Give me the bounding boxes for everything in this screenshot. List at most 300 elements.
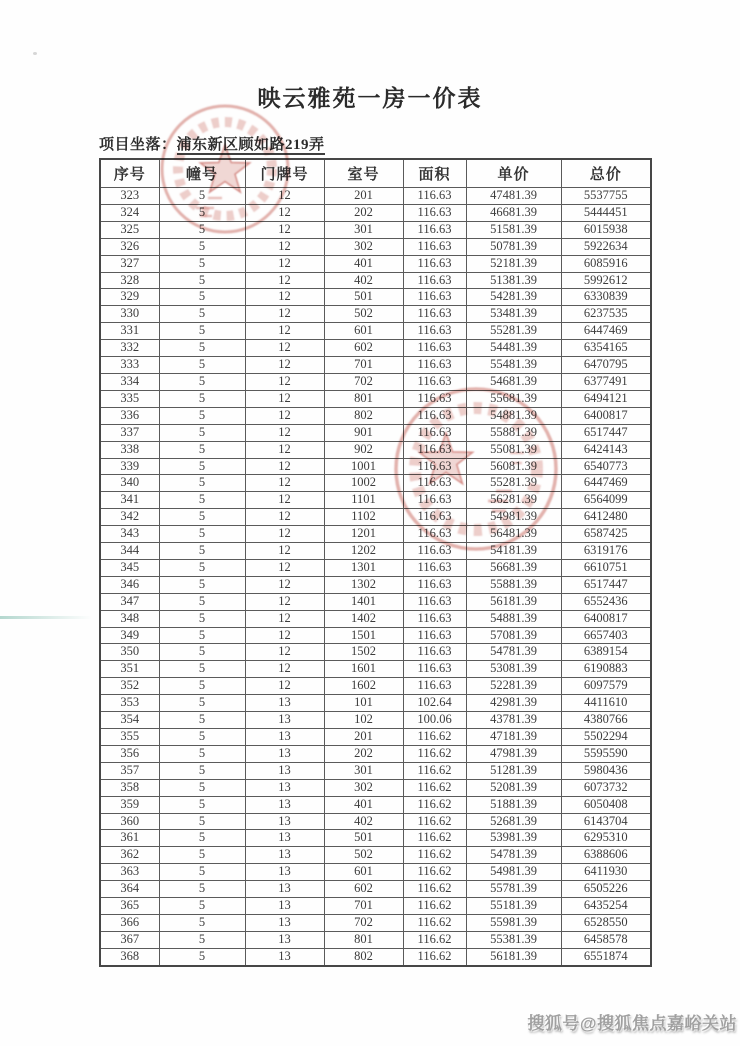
table-row: [100, 931, 651, 948]
table-row: [100, 255, 651, 272]
table-cell: 116.63: [403, 255, 466, 272]
table-cell: 1502: [324, 644, 403, 661]
table-cell: 55081.39: [466, 441, 561, 458]
table-cell: 13: [245, 948, 324, 965]
table-cell: 339: [100, 458, 159, 475]
table-cell: 333: [100, 357, 159, 374]
table-cell: 701: [324, 898, 403, 915]
table-cell: 6377491: [561, 373, 651, 390]
table-cell: 6552436: [561, 593, 651, 610]
table-cell: 102: [324, 712, 403, 729]
table-cell: 5: [159, 475, 245, 492]
table-row: [100, 847, 651, 864]
table-cell: 54981.39: [466, 864, 561, 881]
table-cell: 116.63: [403, 627, 466, 644]
table-cell: 6015938: [561, 221, 651, 238]
table-row: [100, 188, 651, 205]
table-row: [100, 644, 651, 661]
table-cell: 54781.39: [466, 644, 561, 661]
table-cell: 5: [159, 238, 245, 255]
table-cell: 12: [245, 593, 324, 610]
table-cell: 12: [245, 492, 324, 509]
table-cell: 343: [100, 526, 159, 543]
table-cell: 6295310: [561, 830, 651, 847]
table-cell: 55281.39: [466, 323, 561, 340]
table-cell: 55781.39: [466, 881, 561, 898]
table-cell: 116.63: [403, 407, 466, 424]
table-cell: 5: [159, 576, 245, 593]
table-cell: 54881.39: [466, 407, 561, 424]
table-cell: 13: [245, 796, 324, 813]
table-row: [100, 238, 651, 255]
table-cell: 12: [245, 255, 324, 272]
table-cell: 12: [245, 543, 324, 560]
table-cell: 5: [159, 357, 245, 374]
table-cell: 336: [100, 407, 159, 424]
table-row: [100, 898, 651, 915]
table-cell: 13: [245, 830, 324, 847]
table-row: [100, 881, 651, 898]
table-cell: 5: [159, 272, 245, 289]
table-cell: 6085916: [561, 255, 651, 272]
table-row: [100, 745, 651, 762]
table-row: [100, 729, 651, 746]
table-cell: 55681.39: [466, 390, 561, 407]
table-cell: 12: [245, 289, 324, 306]
table-cell: 116.63: [403, 289, 466, 306]
table-cell: 360: [100, 813, 159, 830]
table-cell: 5: [159, 661, 245, 678]
table-cell: 12: [245, 306, 324, 323]
table-cell: 12: [245, 441, 324, 458]
table-cell: 13: [245, 745, 324, 762]
table-cell: 47981.39: [466, 745, 561, 762]
table-cell: 6505226: [561, 881, 651, 898]
table-cell: 349: [100, 627, 159, 644]
table-cell: 13: [245, 914, 324, 931]
table-cell: 5: [159, 796, 245, 813]
table-cell: 13: [245, 813, 324, 830]
table-cell: 116.62: [403, 762, 466, 779]
table-cell: 352: [100, 678, 159, 695]
table-cell: 357: [100, 762, 159, 779]
table-cell: 6551874: [561, 948, 651, 965]
table-cell: 47181.39: [466, 729, 561, 746]
table-row: [100, 593, 651, 610]
table-cell: 354: [100, 712, 159, 729]
table-cell: 13: [245, 864, 324, 881]
table-cell: 54681.39: [466, 373, 561, 390]
table-cell: 54881.39: [466, 610, 561, 627]
table-cell: 5: [159, 593, 245, 610]
table-cell: 332: [100, 340, 159, 357]
table-cell: 5: [159, 543, 245, 560]
table-cell: 13: [245, 847, 324, 864]
table-cell: 1601: [324, 661, 403, 678]
table-cell: 6564099: [561, 492, 651, 509]
table-cell: 363: [100, 864, 159, 881]
table-row: [100, 407, 651, 424]
table-row: [100, 340, 651, 357]
table-cell: 802: [324, 407, 403, 424]
table-row: [100, 458, 651, 475]
table-cell: 51281.39: [466, 762, 561, 779]
table-row: [100, 610, 651, 627]
table-cell: 13: [245, 695, 324, 712]
table-cell: 368: [100, 948, 159, 965]
table-cell: 55881.39: [466, 576, 561, 593]
table-row: [100, 323, 651, 340]
table-row: [100, 678, 651, 695]
table-cell: 335: [100, 390, 159, 407]
table-cell: 116.63: [403, 475, 466, 492]
project-location-line: [99, 133, 325, 154]
table-cell: 702: [324, 373, 403, 390]
table-cell: 345: [100, 559, 159, 576]
table-row: [100, 221, 651, 238]
table-row: [100, 441, 651, 458]
table-cell: 116.62: [403, 729, 466, 746]
table-cell: 324: [100, 204, 159, 221]
table-cell: 43781.39: [466, 712, 561, 729]
table-cell: 5: [159, 712, 245, 729]
table-cell: 116.62: [403, 830, 466, 847]
table-cell: 116.63: [403, 424, 466, 441]
table-cell: 12: [245, 373, 324, 390]
table-cell: 1401: [324, 593, 403, 610]
header-area: 面积: [403, 159, 466, 188]
header-unit-price: 单价: [466, 159, 561, 188]
table-cell: 501: [324, 830, 403, 847]
table-cell: 12: [245, 610, 324, 627]
table-cell: 5537755: [561, 188, 651, 205]
table-cell: 42981.39: [466, 695, 561, 712]
table-cell: 353: [100, 695, 159, 712]
table-cell: 46681.39: [466, 204, 561, 221]
table-cell: 55481.39: [466, 357, 561, 374]
table-cell: 801: [324, 390, 403, 407]
table-cell: 6400817: [561, 610, 651, 627]
table-cell: 51881.39: [466, 796, 561, 813]
table-cell: 1501: [324, 627, 403, 644]
table-cell: 116.62: [403, 898, 466, 915]
table-cell: 6494121: [561, 390, 651, 407]
table-cell: 116.63: [403, 373, 466, 390]
table-cell: 116.62: [403, 779, 466, 796]
table-cell: 13: [245, 712, 324, 729]
table-cell: 402: [324, 813, 403, 830]
table-cell: 5: [159, 847, 245, 864]
table-cell: 347: [100, 593, 159, 610]
table-cell: 51581.39: [466, 221, 561, 238]
table-cell: 12: [245, 627, 324, 644]
table-cell: 5: [159, 373, 245, 390]
table-cell: 5: [159, 627, 245, 644]
table-cell: 5: [159, 813, 245, 830]
table-cell: 5: [159, 695, 245, 712]
table-cell: 1201: [324, 526, 403, 543]
table-cell: 56181.39: [466, 593, 561, 610]
table-cell: 6050408: [561, 796, 651, 813]
table-cell: 5: [159, 255, 245, 272]
table-cell: 1101: [324, 492, 403, 509]
table-cell: 402: [324, 272, 403, 289]
table-cell: 366: [100, 914, 159, 931]
table-cell: 344: [100, 543, 159, 560]
price-table: [99, 158, 652, 967]
table-cell: 5: [159, 931, 245, 948]
table-cell: 6447469: [561, 323, 651, 340]
table-cell: 12: [245, 204, 324, 221]
table-cell: 5: [159, 289, 245, 306]
table-cell: 701: [324, 357, 403, 374]
table-cell: 702: [324, 914, 403, 931]
table-cell: 362: [100, 847, 159, 864]
table-cell: 55381.39: [466, 931, 561, 948]
table-cell: 6458578: [561, 931, 651, 948]
table-cell: 116.62: [403, 864, 466, 881]
table-cell: 13: [245, 762, 324, 779]
table-cell: 52281.39: [466, 678, 561, 695]
table-row: [100, 306, 651, 323]
table-cell: 12: [245, 390, 324, 407]
table-cell: 1001: [324, 458, 403, 475]
table-cell: 12: [245, 576, 324, 593]
table-cell: 340: [100, 475, 159, 492]
table-cell: 57081.39: [466, 627, 561, 644]
table-cell: 51381.39: [466, 272, 561, 289]
table-cell: 12: [245, 458, 324, 475]
table-cell: 116.63: [403, 323, 466, 340]
table-cell: 6657403: [561, 627, 651, 644]
table-cell: 13: [245, 779, 324, 796]
table-cell: 6354165: [561, 340, 651, 357]
table-cell: 602: [324, 340, 403, 357]
table-cell: 116.63: [403, 357, 466, 374]
table-cell: 1102: [324, 509, 403, 526]
table-cell: 330: [100, 306, 159, 323]
table-cell: 6097579: [561, 678, 651, 695]
table-row: [100, 762, 651, 779]
table-cell: 802: [324, 948, 403, 965]
table-row: [100, 543, 651, 560]
table-cell: 1402: [324, 610, 403, 627]
table-header-row: [100, 159, 651, 188]
table-cell: 116.63: [403, 204, 466, 221]
table-cell: 6424143: [561, 441, 651, 458]
table-cell: 116.63: [403, 610, 466, 627]
scan-artifact-line: [0, 616, 92, 619]
table-cell: 5: [159, 188, 245, 205]
table-row: [100, 796, 651, 813]
table-cell: 202: [324, 204, 403, 221]
table-row: [100, 830, 651, 847]
table-cell: 338: [100, 441, 159, 458]
table-cell: 12: [245, 559, 324, 576]
table-cell: 56281.39: [466, 492, 561, 509]
table-cell: 6540773: [561, 458, 651, 475]
table-cell: 116.63: [403, 526, 466, 543]
table-cell: 12: [245, 661, 324, 678]
table-cell: 5: [159, 644, 245, 661]
table-row: [100, 661, 651, 678]
table-cell: 5: [159, 830, 245, 847]
header-serial-no: 序号: [100, 159, 159, 188]
header-total-price: 总价: [561, 159, 651, 188]
table-cell: 116.62: [403, 813, 466, 830]
table-cell: 1002: [324, 475, 403, 492]
table-cell: 55981.39: [466, 914, 561, 931]
table-cell: 5502294: [561, 729, 651, 746]
table-cell: 6400817: [561, 407, 651, 424]
table-cell: 6412480: [561, 509, 651, 526]
location-label: 项目坐落：: [99, 137, 177, 153]
table-cell: 5: [159, 458, 245, 475]
table-cell: 116.63: [403, 661, 466, 678]
table-cell: 55881.39: [466, 424, 561, 441]
table-cell: 13: [245, 898, 324, 915]
table-cell: 326: [100, 238, 159, 255]
table-cell: 6435254: [561, 898, 651, 915]
table-row: [100, 712, 651, 729]
table-cell: 116.63: [403, 306, 466, 323]
table-row: [100, 695, 651, 712]
table-cell: 12: [245, 475, 324, 492]
table-row: [100, 576, 651, 593]
table-cell: 327: [100, 255, 159, 272]
table-row: [100, 289, 651, 306]
table-cell: 5: [159, 559, 245, 576]
table-cell: 201: [324, 729, 403, 746]
table-row: [100, 559, 651, 576]
table-row: [100, 948, 651, 965]
table-cell: 102.64: [403, 695, 466, 712]
table-cell: 116.63: [403, 678, 466, 695]
table-cell: 101: [324, 695, 403, 712]
table-cell: 602: [324, 881, 403, 898]
header-door-no: 门牌号: [245, 159, 324, 188]
table-cell: 331: [100, 323, 159, 340]
table-cell: 5: [159, 779, 245, 796]
table-cell: 1301: [324, 559, 403, 576]
table-cell: 367: [100, 931, 159, 948]
table-cell: 12: [245, 357, 324, 374]
table-cell: 401: [324, 255, 403, 272]
table-cell: 6388606: [561, 847, 651, 864]
table-cell: 52081.39: [466, 779, 561, 796]
table-cell: 5595590: [561, 745, 651, 762]
table-cell: 6319176: [561, 543, 651, 560]
location-value: 浦东新区顾如路219弄: [176, 137, 325, 153]
table-cell: 116.62: [403, 881, 466, 898]
table-cell: 116.62: [403, 914, 466, 931]
table-cell: 5: [159, 441, 245, 458]
table-cell: 53081.39: [466, 661, 561, 678]
table-cell: 56181.39: [466, 948, 561, 965]
table-cell: 201: [324, 188, 403, 205]
table-cell: 301: [324, 762, 403, 779]
table-cell: 202: [324, 745, 403, 762]
table-cell: 5: [159, 221, 245, 238]
table-cell: 6610751: [561, 559, 651, 576]
table-cell: 54781.39: [466, 847, 561, 864]
table-cell: 55281.39: [466, 475, 561, 492]
table-row: [100, 526, 651, 543]
table-cell: 901: [324, 424, 403, 441]
table-cell: 5: [159, 898, 245, 915]
table-cell: 116.63: [403, 458, 466, 475]
table-cell: 54281.39: [466, 289, 561, 306]
table-row: [100, 204, 651, 221]
table-cell: 5: [159, 340, 245, 357]
table-cell: 5: [159, 762, 245, 779]
table-cell: 116.63: [403, 492, 466, 509]
table-cell: 116.63: [403, 543, 466, 560]
table-cell: 12: [245, 678, 324, 695]
table-cell: 5: [159, 881, 245, 898]
header-building-no: 幢号: [159, 159, 245, 188]
table-row: [100, 475, 651, 492]
table-cell: 502: [324, 847, 403, 864]
table-cell: 116.63: [403, 576, 466, 593]
table-cell: 6237535: [561, 306, 651, 323]
table-cell: 12: [245, 644, 324, 661]
table-cell: 301: [324, 221, 403, 238]
table-cell: 302: [324, 238, 403, 255]
table-cell: 6517447: [561, 424, 651, 441]
table-cell: 361: [100, 830, 159, 847]
table-cell: 601: [324, 864, 403, 881]
table-cell: 5992612: [561, 272, 651, 289]
table-cell: 116.62: [403, 931, 466, 948]
table-cell: 12: [245, 221, 324, 238]
table-cell: 12: [245, 188, 324, 205]
table-cell: 116.63: [403, 509, 466, 526]
table-cell: 6447469: [561, 475, 651, 492]
table-cell: 116.63: [403, 272, 466, 289]
table-cell: 6143704: [561, 813, 651, 830]
table-cell: 350: [100, 644, 159, 661]
table-cell: 1302: [324, 576, 403, 593]
table-cell: 100.06: [403, 712, 466, 729]
table-cell: 323: [100, 188, 159, 205]
table-cell: 12: [245, 509, 324, 526]
table-cell: 342: [100, 509, 159, 526]
table-cell: 52681.39: [466, 813, 561, 830]
table-cell: 116.63: [403, 559, 466, 576]
table-cell: 6587425: [561, 526, 651, 543]
table-cell: 334: [100, 373, 159, 390]
table-cell: 116.62: [403, 948, 466, 965]
table-cell: 5: [159, 492, 245, 509]
table-cell: 365: [100, 898, 159, 915]
table-row: [100, 272, 651, 289]
table-cell: 5922634: [561, 238, 651, 255]
table-cell: 4411610: [561, 695, 651, 712]
table-cell: 55181.39: [466, 898, 561, 915]
sohu-watermark: 搜狐号@搜狐焦点嘉峪关站: [527, 1014, 737, 1033]
table-cell: 12: [245, 340, 324, 357]
document-title: 映云雅苑一房一价表: [257, 86, 483, 111]
table-cell: 13: [245, 881, 324, 898]
table-row: [100, 424, 651, 441]
table-cell: 6411930: [561, 864, 651, 881]
table-cell: 502: [324, 306, 403, 323]
table-cell: 5: [159, 526, 245, 543]
table-cell: 325: [100, 221, 159, 238]
table-cell: 801: [324, 931, 403, 948]
table-cell: 12: [245, 407, 324, 424]
